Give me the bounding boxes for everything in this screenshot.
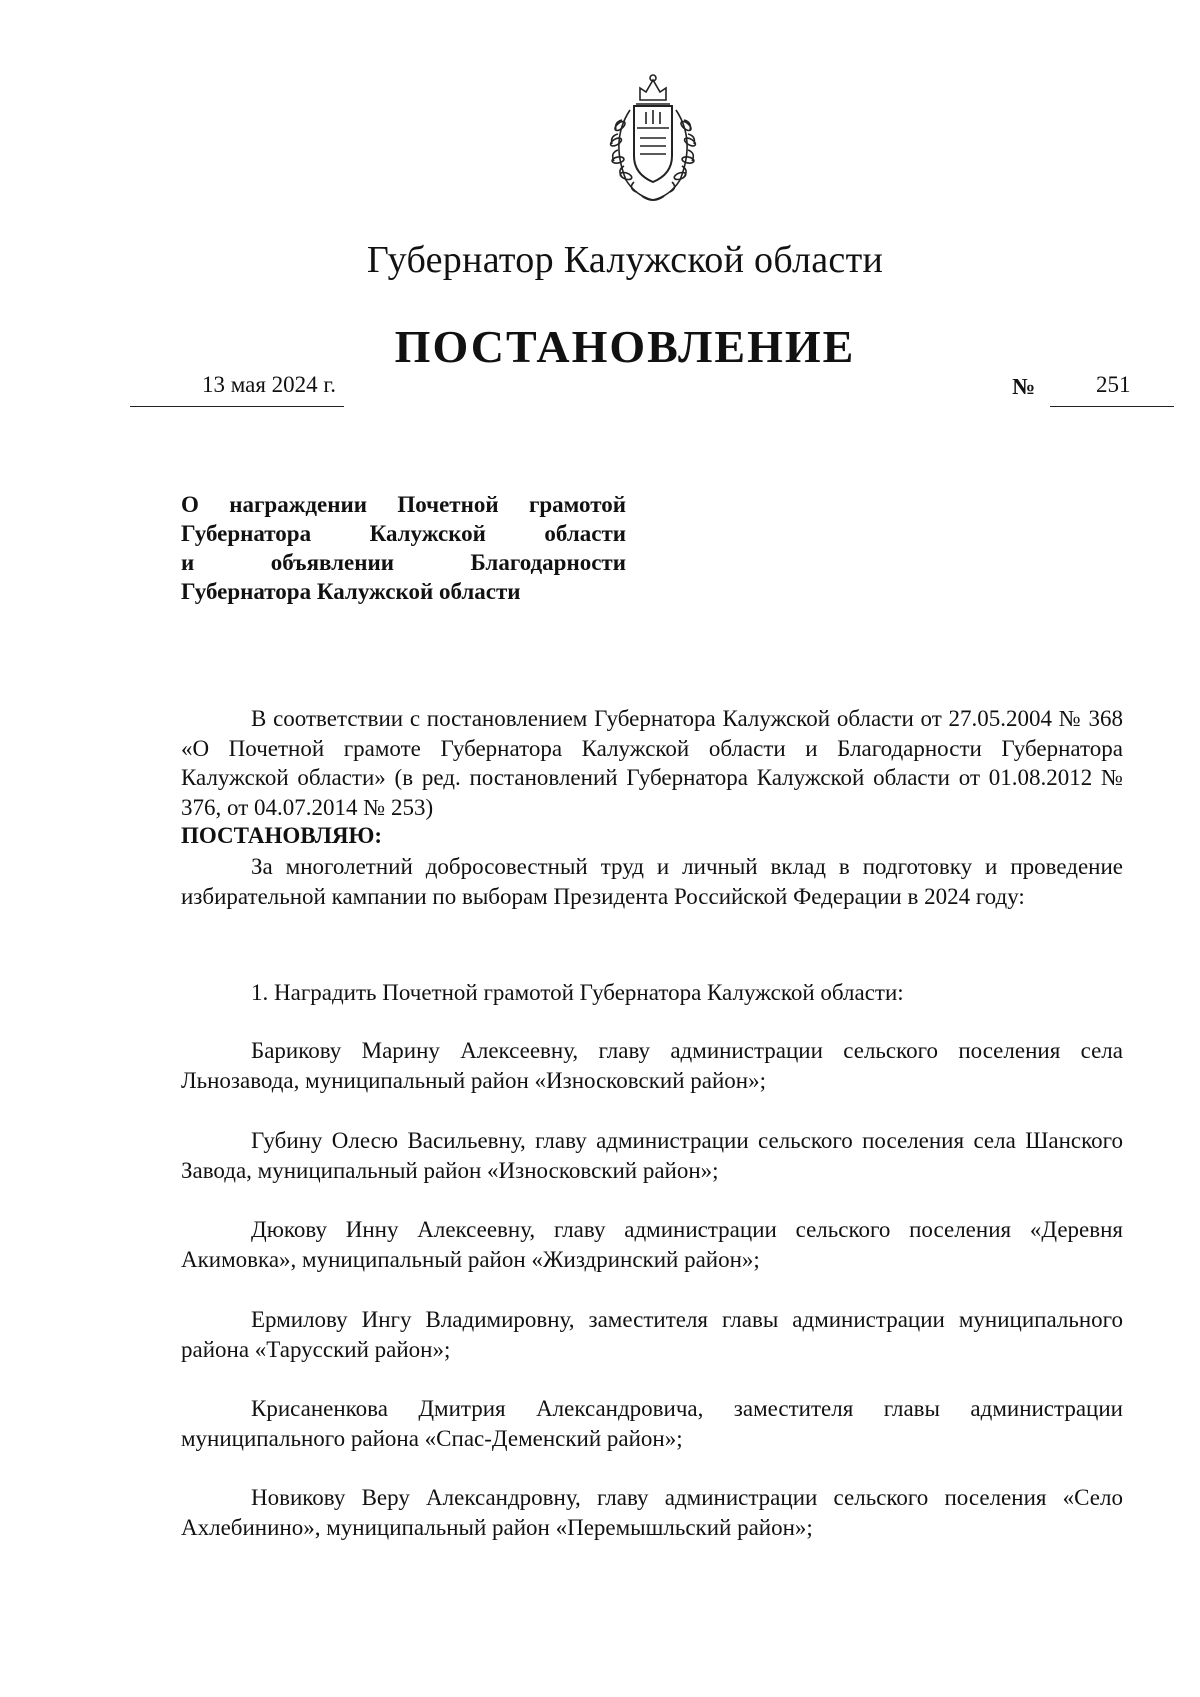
- awardee-paragraph: Ермилову Ингу Владимировну, заместителя главы администрации муниципального района «Тарусский район»;: [181, 1307, 1123, 1362]
- subject-line: и объявлении Благодарности: [181, 550, 626, 575]
- decree-word: ПОСТАНОВЛЯЮ:: [181, 823, 383, 848]
- issuer-title: Губернатор Калужской области: [366, 239, 884, 281]
- awardee-paragraph: Дюкову Инну Алексеевну, главу администрации сельского поселения «Деревня Акимовка», муниципальный район «Жиздринский район»;: [181, 1217, 1123, 1272]
- reason-paragraph: За многолетний добросовестный труд и личный вклад в подготовку и проведение избирательной кампании по выборам Президента Российской Федерации в 2024 году:: [181, 854, 1123, 909]
- awardee-paragraph: Крисаненкова Дмитрия Александровича, заместителя главы администрации муниципального района «Спас-Деменский район»;: [181, 1396, 1123, 1451]
- awardee-paragraph: Губину Олесю Васильевну, главу администрации сельского поселения села Шанского Завода, муниципальный район «Износковский район»;: [181, 1128, 1123, 1183]
- item-1-heading: 1. Наградить Почетной грамотой Губернатора Калужской области:: [251, 980, 904, 1005]
- subject-line: Губернатора Калужской области: [181, 579, 521, 604]
- document-subject: [181, 490, 626, 606]
- coat-of-arms-icon: [596, 70, 710, 208]
- awardee-paragraph: Барикову Марину Алексеевну, главу администрации сельского поселения села Льнозавода, муниципальный район «Износковский район»;: [181, 1038, 1123, 1093]
- document-type: ПОСТАНОВЛЕНИЕ: [394, 321, 856, 372]
- subject-line: О награждении Почетной грамотой: [181, 492, 626, 517]
- number-label: №: [1012, 374, 1036, 399]
- preamble-paragraph: В соответствии с постановлением Губернатора Калужской области от 27.05.2004 № 368 «О Почетной грамоте Губернатора Калужской области и Благодарности Губернатора Калужской области» (в ред. постановлений Губернатора Калужской области от 01.08.2012 № 376, от 04.07.2014 № 253): [181, 706, 1123, 820]
- subject-line: Губернатора Калужской области: [181, 521, 626, 546]
- document-date: 13 мая 2024 г.: [130, 372, 344, 407]
- document-number: 251: [1050, 372, 1174, 407]
- awardee-paragraph: Новикову Веру Александровну, главу администрации сельского поселения «Село Ахлебинино», муниципальный район «Перемышльский район»;: [181, 1485, 1123, 1540]
